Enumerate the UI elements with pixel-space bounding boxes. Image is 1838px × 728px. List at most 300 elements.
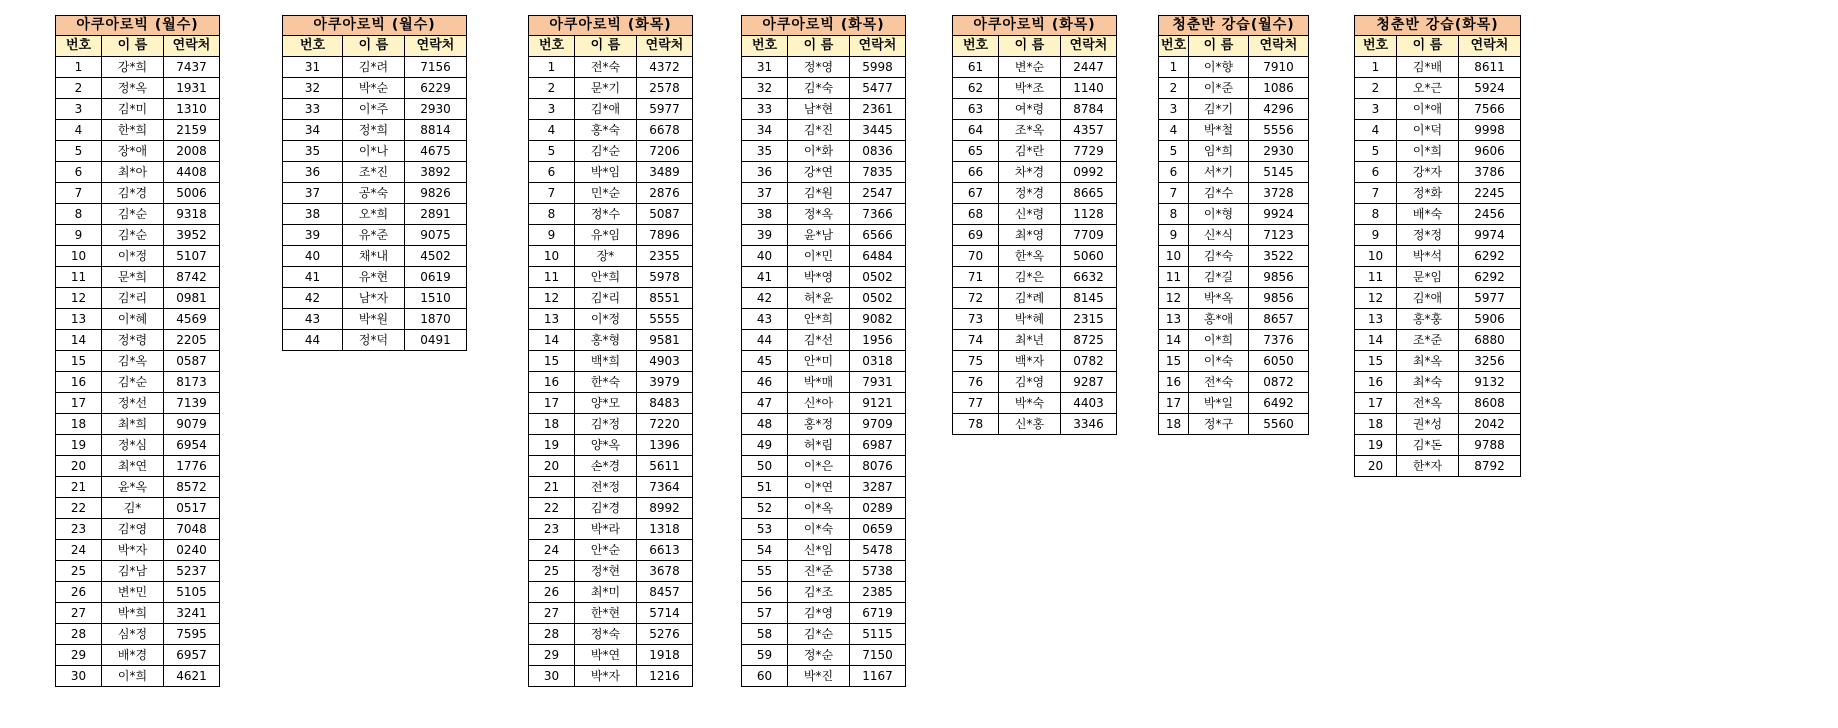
cell-contact: 7835 (850, 162, 906, 183)
cell-number: 3 (529, 99, 575, 120)
table-row (529, 204, 693, 225)
cell-name: 여*령 (999, 99, 1061, 120)
table-row (953, 288, 1117, 309)
cell-contact: 2315 (1061, 309, 1117, 330)
cell-name: 김*순 (102, 204, 164, 225)
cell-number: 13 (1355, 309, 1397, 330)
table-row (742, 519, 906, 540)
cell-contact: 0992 (1061, 162, 1117, 183)
cell-name: 김*숙 (1189, 246, 1249, 267)
cell-name: 최*아 (102, 162, 164, 183)
cell-number: 38 (742, 204, 788, 225)
cell-name: 변*민 (102, 582, 164, 603)
cell-name: 윤*옥 (102, 477, 164, 498)
table-row (529, 141, 693, 162)
cell-contact: 7048 (164, 519, 220, 540)
cell-number: 37 (742, 183, 788, 204)
column-header-contact: 연락처 (1249, 36, 1309, 57)
cell-contact: 5924 (1459, 78, 1521, 99)
cell-contact: 8814 (405, 120, 467, 141)
cell-name: 박*옥 (1189, 288, 1249, 309)
table-row (953, 351, 1117, 372)
cell-name: 김*옥 (102, 351, 164, 372)
cell-name: 신*임 (788, 540, 850, 561)
cell-number: 15 (529, 351, 575, 372)
cell-contact: 2205 (164, 330, 220, 351)
cell-name: 허*림 (788, 435, 850, 456)
table-row (529, 435, 693, 456)
cell-number: 15 (1355, 351, 1397, 372)
cell-name: 홍*정 (788, 414, 850, 435)
cell-contact: 3445 (850, 120, 906, 141)
cell-name: 조*옥 (999, 120, 1061, 141)
cell-number: 34 (742, 120, 788, 141)
table-row (1159, 414, 1309, 435)
cell-number: 35 (283, 141, 343, 162)
header-row (283, 36, 467, 57)
table-row (283, 288, 467, 309)
cell-number: 74 (953, 330, 999, 351)
cell-contact: 5006 (164, 183, 220, 204)
table-row (56, 183, 220, 204)
cell-name: 안*미 (788, 351, 850, 372)
header-row (742, 36, 906, 57)
table-row (529, 267, 693, 288)
table-row (742, 57, 906, 78)
cell-contact: 7366 (850, 204, 906, 225)
table-row (742, 603, 906, 624)
cell-number: 5 (56, 141, 102, 162)
column-header-contact: 연락처 (637, 36, 693, 57)
table-row (953, 141, 1117, 162)
cell-name: 안*순 (575, 540, 637, 561)
table-row (953, 414, 1117, 435)
table-row (529, 477, 693, 498)
table-row (1355, 414, 1521, 435)
cell-number: 27 (56, 603, 102, 624)
cell-contact: 6292 (1459, 267, 1521, 288)
cell-number: 6 (1355, 162, 1397, 183)
table-row (56, 246, 220, 267)
cell-contact: 9924 (1249, 204, 1309, 225)
cell-name: 김*조 (788, 582, 850, 603)
cell-number: 9 (56, 225, 102, 246)
cell-contact: 9998 (1459, 120, 1521, 141)
cell-name: 신*아 (788, 393, 850, 414)
table-row (529, 99, 693, 120)
cell-name: 이*준 (1189, 78, 1249, 99)
cell-contact: 8611 (1459, 57, 1521, 78)
cell-name: 김*길 (1189, 267, 1249, 288)
cell-contact: 3979 (637, 372, 693, 393)
table-row (953, 57, 1117, 78)
cell-number: 28 (56, 624, 102, 645)
table-row (953, 372, 1117, 393)
cell-contact: 3256 (1459, 351, 1521, 372)
cell-name: 한*숙 (575, 372, 637, 393)
table-row (742, 561, 906, 582)
cell-number: 75 (953, 351, 999, 372)
cell-name: 박*희 (102, 603, 164, 624)
cell-number: 7 (1159, 183, 1189, 204)
cell-contact: 8657 (1249, 309, 1309, 330)
table-row (529, 309, 693, 330)
cell-contact: 6050 (1249, 351, 1309, 372)
table-row (56, 477, 220, 498)
cell-contact: 5714 (637, 603, 693, 624)
cell-name: 민*순 (575, 183, 637, 204)
cell-contact: 5060 (1061, 246, 1117, 267)
table-title: 아쿠아로빅 (화목) (742, 16, 906, 36)
cell-name: 김*남 (102, 561, 164, 582)
cell-contact: 7364 (637, 477, 693, 498)
cell-number: 8 (1159, 204, 1189, 225)
cell-number: 23 (529, 519, 575, 540)
table-row (529, 456, 693, 477)
cell-number: 57 (742, 603, 788, 624)
table-row (283, 246, 467, 267)
cell-contact: 1086 (1249, 78, 1309, 99)
cell-number: 30 (56, 666, 102, 687)
cell-number: 70 (953, 246, 999, 267)
cell-name: 홍*훙 (1397, 309, 1459, 330)
table-row (529, 372, 693, 393)
cell-contact: 5611 (637, 456, 693, 477)
cell-contact: 6632 (1061, 267, 1117, 288)
table-row (56, 330, 220, 351)
table-row (56, 351, 220, 372)
cell-number: 1 (1159, 57, 1189, 78)
cell-name: 홍*숙 (575, 120, 637, 141)
cell-name: 김*미 (102, 99, 164, 120)
cell-number: 12 (529, 288, 575, 309)
cell-number: 42 (742, 288, 788, 309)
cell-number: 43 (742, 309, 788, 330)
cell-contact: 6229 (405, 78, 467, 99)
cell-contact: 8784 (1061, 99, 1117, 120)
cell-name: 김*경 (575, 498, 637, 519)
cell-name: 양*옥 (575, 435, 637, 456)
table-row (742, 582, 906, 603)
cell-contact: 8742 (164, 267, 220, 288)
table-row (529, 351, 693, 372)
cell-contact: 5478 (850, 540, 906, 561)
cell-number: 11 (56, 267, 102, 288)
cell-name: 장* (575, 246, 637, 267)
table-row (1159, 225, 1309, 246)
cell-contact: 5087 (637, 204, 693, 225)
table-row (56, 561, 220, 582)
cell-number: 5 (1159, 141, 1189, 162)
table-row (1159, 120, 1309, 141)
cell-name: 조*진 (343, 162, 405, 183)
cell-number: 14 (529, 330, 575, 351)
cell-name: 한*옥 (999, 246, 1061, 267)
cell-number: 12 (1159, 288, 1189, 309)
table-row (1159, 330, 1309, 351)
cell-contact: 0782 (1061, 351, 1117, 372)
table-row (742, 477, 906, 498)
table-row (56, 393, 220, 414)
cell-number: 22 (56, 498, 102, 519)
cell-contact: 6566 (850, 225, 906, 246)
cell-name: 이*애 (1397, 99, 1459, 120)
table-row (1355, 393, 1521, 414)
table-row (56, 225, 220, 246)
cell-number: 19 (1355, 435, 1397, 456)
cell-number: 15 (1159, 351, 1189, 372)
table-row (529, 519, 693, 540)
cell-number: 2 (529, 78, 575, 99)
cell-contact: 5105 (164, 582, 220, 603)
cell-contact: 6880 (1459, 330, 1521, 351)
cell-contact: 0981 (164, 288, 220, 309)
cell-name: 김*례 (999, 288, 1061, 309)
cell-contact: 6613 (637, 540, 693, 561)
cell-contact: 8145 (1061, 288, 1117, 309)
cell-number: 34 (283, 120, 343, 141)
table-row (529, 414, 693, 435)
cell-number: 13 (529, 309, 575, 330)
cell-name: 최*미 (575, 582, 637, 603)
cell-number: 16 (1159, 372, 1189, 393)
cell-contact: 0318 (850, 351, 906, 372)
table-row (742, 351, 906, 372)
cell-name: 이*희 (1189, 330, 1249, 351)
cell-number: 56 (742, 582, 788, 603)
cell-contact: 4408 (164, 162, 220, 183)
table-row (56, 78, 220, 99)
cell-contact: 8608 (1459, 393, 1521, 414)
cell-name: 김*란 (999, 141, 1061, 162)
cell-name: 신*홍 (999, 414, 1061, 435)
table-row (56, 309, 220, 330)
cell-number: 58 (742, 624, 788, 645)
table-row (283, 204, 467, 225)
cell-contact: 3287 (850, 477, 906, 498)
cell-contact: 7156 (405, 57, 467, 78)
cell-name: 정*덕 (343, 330, 405, 351)
cell-number: 21 (529, 477, 575, 498)
cell-name: 정*현 (575, 561, 637, 582)
column-header-contact: 연락처 (1459, 36, 1521, 57)
cell-name: 박*라 (575, 519, 637, 540)
cell-number: 7 (56, 183, 102, 204)
table-row (742, 225, 906, 246)
cell-number: 39 (283, 225, 343, 246)
table-row (529, 645, 693, 666)
cell-number: 10 (1355, 246, 1397, 267)
cell-number: 11 (1159, 267, 1189, 288)
table-row (953, 78, 1117, 99)
table-row (953, 183, 1117, 204)
cell-contact: 7123 (1249, 225, 1309, 246)
table-row (56, 99, 220, 120)
cell-number: 19 (56, 435, 102, 456)
cell-contact: 3952 (164, 225, 220, 246)
cell-name: 이*덕 (1397, 120, 1459, 141)
cell-name: 이*민 (788, 246, 850, 267)
cell-name: 정*옥 (102, 78, 164, 99)
cell-contact: 8665 (1061, 183, 1117, 204)
cell-contact: 1396 (637, 435, 693, 456)
cell-number: 20 (1355, 456, 1397, 477)
cell-contact: 0872 (1249, 372, 1309, 393)
cell-number: 2 (1159, 78, 1189, 99)
table-row (529, 57, 693, 78)
cell-number: 20 (56, 456, 102, 477)
table-row (1159, 57, 1309, 78)
cell-contact: 7437 (164, 57, 220, 78)
cell-name: 김*선 (788, 330, 850, 351)
column-header-number: 번호 (56, 36, 102, 57)
table-row (742, 540, 906, 561)
cell-contact: 0517 (164, 498, 220, 519)
cell-name: 전*숙 (1189, 372, 1249, 393)
column-header-number: 번호 (529, 36, 575, 57)
table-row (529, 393, 693, 414)
cell-name: 정*숙 (575, 624, 637, 645)
cell-number: 73 (953, 309, 999, 330)
table-row (283, 57, 467, 78)
cell-number: 3 (1159, 99, 1189, 120)
table-row (56, 519, 220, 540)
table-row (742, 288, 906, 309)
cell-number: 1 (1355, 57, 1397, 78)
cell-number: 28 (529, 624, 575, 645)
cell-name: 전*숙 (575, 57, 637, 78)
table-row (1355, 225, 1521, 246)
cell-contact: 9132 (1459, 372, 1521, 393)
cell-number: 30 (529, 666, 575, 687)
cell-contact: 8792 (1459, 456, 1521, 477)
cell-name: 박*자 (102, 540, 164, 561)
table-row (1355, 267, 1521, 288)
header-row (1159, 36, 1309, 57)
cell-number: 67 (953, 183, 999, 204)
cell-number: 18 (1355, 414, 1397, 435)
cell-contact: 9606 (1459, 141, 1521, 162)
cell-contact: 7729 (1061, 141, 1117, 162)
table-title: 청춘반 강습(월수) (1159, 16, 1309, 36)
cell-name: 박*영 (788, 267, 850, 288)
table-row (56, 288, 220, 309)
cell-name: 홍*형 (575, 330, 637, 351)
table-row (953, 99, 1117, 120)
table-row (283, 225, 467, 246)
cell-contact: 5977 (637, 99, 693, 120)
cell-contact: 4372 (637, 57, 693, 78)
cell-number: 5 (1355, 141, 1397, 162)
cell-contact: 6678 (637, 120, 693, 141)
cell-contact: 7139 (164, 393, 220, 414)
cell-number: 72 (953, 288, 999, 309)
cell-name: 정*령 (102, 330, 164, 351)
table-row (1355, 330, 1521, 351)
cell-name: 박*철 (1189, 120, 1249, 141)
roster-table (741, 15, 906, 687)
cell-name: 박*자 (575, 666, 637, 687)
cell-contact: 8551 (637, 288, 693, 309)
cell-contact: 7595 (164, 624, 220, 645)
table-row (529, 120, 693, 141)
table-row (1159, 78, 1309, 99)
cell-number: 45 (742, 351, 788, 372)
cell-name: 김*숙 (788, 78, 850, 99)
cell-contact: 0289 (850, 498, 906, 519)
cell-number: 60 (742, 666, 788, 687)
cell-contact: 1870 (405, 309, 467, 330)
cell-name: 전*정 (575, 477, 637, 498)
cell-number: 11 (1355, 267, 1397, 288)
cell-contact: 4903 (637, 351, 693, 372)
cell-number: 14 (56, 330, 102, 351)
cell-number: 6 (1159, 162, 1189, 183)
cell-number: 27 (529, 603, 575, 624)
cell-name: 신*령 (999, 204, 1061, 225)
table-row (742, 309, 906, 330)
roster-table (55, 15, 220, 687)
cell-number: 1 (529, 57, 575, 78)
cell-number: 4 (529, 120, 575, 141)
table-row (529, 288, 693, 309)
cell-name: 정*희 (343, 120, 405, 141)
cell-number: 26 (529, 582, 575, 603)
cell-contact: 3346 (1061, 414, 1117, 435)
cell-name: 박*원 (343, 309, 405, 330)
table-row (529, 498, 693, 519)
cell-number: 44 (283, 330, 343, 351)
cell-name: 이*숙 (1189, 351, 1249, 372)
cell-contact: 9318 (164, 204, 220, 225)
cell-contact: 5978 (637, 267, 693, 288)
cell-number: 6 (56, 162, 102, 183)
cell-name: 이*희 (1397, 141, 1459, 162)
cell-contact: 0502 (850, 267, 906, 288)
cell-number: 36 (283, 162, 343, 183)
cell-contact: 3892 (405, 162, 467, 183)
cell-name: 유*현 (343, 267, 405, 288)
cell-number: 32 (742, 78, 788, 99)
table-row (1355, 435, 1521, 456)
cell-number: 11 (529, 267, 575, 288)
cell-name: 공*숙 (343, 183, 405, 204)
cell-number: 24 (56, 540, 102, 561)
cell-contact: 5477 (850, 78, 906, 99)
table-row (283, 120, 467, 141)
cell-name: 김*애 (1397, 288, 1459, 309)
table-row (529, 330, 693, 351)
cell-contact: 2361 (850, 99, 906, 120)
cell-contact: 1918 (637, 645, 693, 666)
cell-contact: 2578 (637, 78, 693, 99)
cell-name: 안*희 (788, 309, 850, 330)
table-row (529, 162, 693, 183)
cell-number: 40 (742, 246, 788, 267)
cell-name: 박*순 (343, 78, 405, 99)
column-header-contact: 연락처 (1061, 36, 1117, 57)
column-header-number: 번호 (1159, 36, 1189, 57)
cell-name: 이*혜 (102, 309, 164, 330)
cell-name: 양*모 (575, 393, 637, 414)
table-row (1159, 393, 1309, 414)
table-row (1355, 372, 1521, 393)
table-row (1159, 309, 1309, 330)
cell-name: 남*자 (343, 288, 405, 309)
table-row (283, 330, 467, 351)
table-row (953, 309, 1117, 330)
cell-number: 10 (56, 246, 102, 267)
